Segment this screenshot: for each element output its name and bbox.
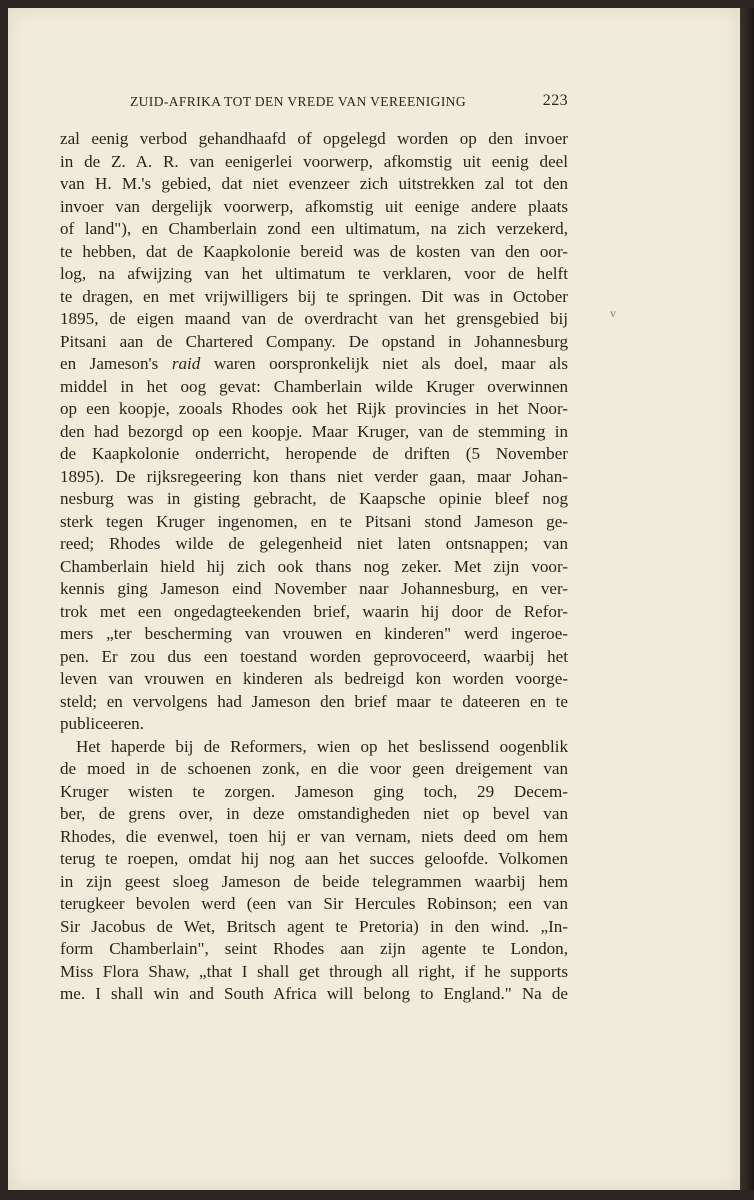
text-line: of land"), en Chamberlain zond een ultimatum, na zich verzekerd, xyxy=(60,219,568,238)
text-line: de moed in de schoenen zonk, en die voor geen dreigement van xyxy=(60,759,568,778)
italic-word: raid xyxy=(171,354,201,373)
margin-mark: v xyxy=(610,306,616,320)
text-line: form Chamberlain", seint Rhodes aan zijn agente te London, xyxy=(60,939,568,958)
text-line: Miss Flora Shaw, „that I shall get through all right, if he supports xyxy=(60,961,568,981)
book-edge xyxy=(740,8,754,1190)
text-line: log, na afwijzing van het ultimatum te verklaren, voor de helft xyxy=(60,264,568,283)
text-line: en Jameson's raid waren oorspronkelijk niet als doel, maar als xyxy=(60,354,568,373)
text-line: Pitsani aan de Chartered Company. De opstand in Johannesburg xyxy=(60,331,568,351)
text-line: den had bezorgd op een koopje. Maar Kruger, van de stemming in xyxy=(60,421,568,441)
text-line: kennis ging Jameson eind November naar Johannesburg, en ver- xyxy=(60,579,568,598)
text-line: nesburg was in gisting gebracht, de Kaapsche opinie bleef nog xyxy=(60,489,568,508)
page-number: 223 xyxy=(542,92,568,109)
text-line: te hebben, dat de Kaapkolonie bereid was de kosten van den oor- xyxy=(60,241,568,261)
text-line: sterk tegen Kruger ingenomen, en te Pitsani stond Jameson ge- xyxy=(60,511,568,531)
text-line: middel in het oog gevat: Chamberlain wilde Kruger overwinnen xyxy=(60,376,568,396)
text-line: publiceeren. xyxy=(60,714,144,733)
text-line: pen. Er zou dus een toestand worden geprovoceerd, waarbij het xyxy=(60,646,568,666)
text-line: Het haperde bij de Reformers, wien op het beslissend oogenblik xyxy=(76,736,568,756)
text-line: van H. M.'s gebied, dat niet evenzeer zich uitstrekken zal tot den xyxy=(60,174,568,193)
text-line: Sir Jacobus de Wet, Britsch agent te Pretoria) in den wind. „In- xyxy=(60,916,568,936)
text-line: Rhodes, die evenwel, toen hij er van vernam, niets deed om hem xyxy=(60,826,568,846)
text-line: in de Z. A. R. van eenigerlei voorwerp, afkomstig uit eenig deel xyxy=(60,151,568,171)
text-line: Kruger wisten te zorgen. Jameson ging toch, 29 Decem- xyxy=(60,781,568,801)
text-line: terug te roepen, omdat hij nog aan het succes geloofde. Volkomen xyxy=(60,849,568,868)
text-line: zal eenig verbod gehandhaafd of opgelegd worden op den invoer xyxy=(60,129,568,148)
text-line: Chamberlain hield hij zich ook thans nog zeker. Met zijn voor- xyxy=(60,556,568,576)
text-line: invoer van dergelijk voorwerp, afkomstig uit eenige andere plaats xyxy=(60,196,568,216)
text-line: te dragen, en met vrijwilligers bij te springen. Dit was in October xyxy=(60,286,568,306)
text-line: mers „ter bescherming van vrouwen en kinderen" werd ingeroe- xyxy=(60,624,568,643)
text-line: terugkeer bevolen werd (een van Sir Hercules Robinson; een van xyxy=(60,894,568,913)
text-line: 1895, de eigen maand van de overdracht van het grensgebied bij xyxy=(60,309,568,328)
text-line: me. I shall win and South Africa will belong to England." Na de xyxy=(60,984,568,1003)
text-line: 1895). De rijksregeering kon thans niet verder gaan, maar Johan- xyxy=(60,466,568,486)
text-line: steld; en vervolgens had Jameson den brief maar te dateeren en te xyxy=(60,691,568,711)
text-line: leven van vrouwen en kinderen als bedreigd kon worden voorge- xyxy=(60,669,568,688)
text-line: de Kaapkolonie onderricht, heropende de driften (5 November xyxy=(60,444,568,463)
text-line: in zijn geest sloeg Jameson de beide telegrammen waarbij hem xyxy=(60,871,568,891)
text-line: trok met een ongedagteekenden brief, waarin hij door de Refor- xyxy=(60,601,568,621)
text-line: reed; Rhodes wilde de gelegenheid niet laten ontsnappen; van xyxy=(60,534,568,553)
text-line: ber, de grens over, in deze omstandigheden niet op bevel van xyxy=(60,804,568,823)
body-text xyxy=(60,128,568,1006)
running-title: ZUID-AFRIKA TOT DEN VREDE VAN VEREENIGING xyxy=(130,94,467,109)
text-line: op een koopje, zooals Rhodes ook het Rijk provincies in het Noor- xyxy=(60,399,568,418)
